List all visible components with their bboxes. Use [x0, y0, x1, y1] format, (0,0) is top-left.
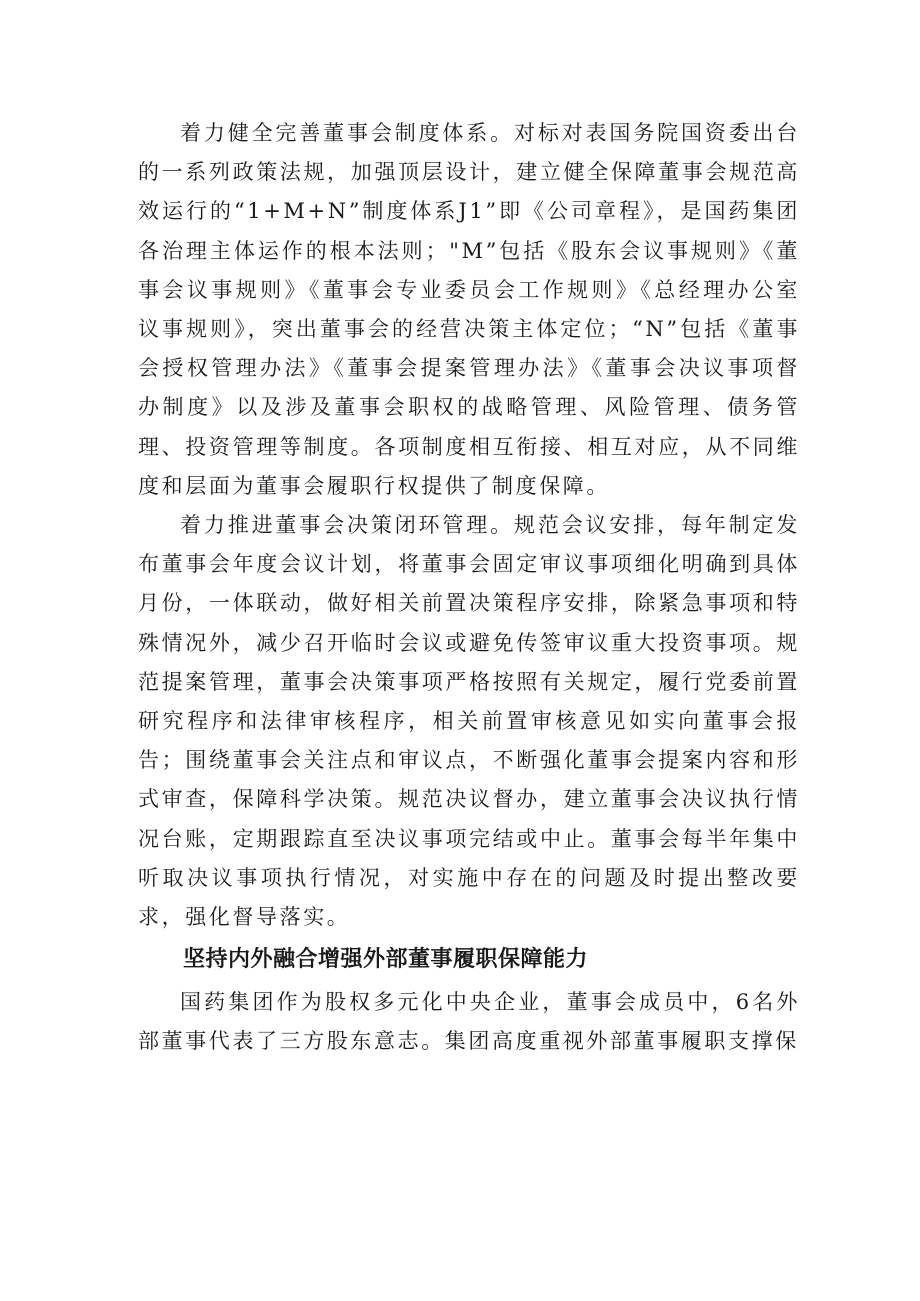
paragraph-decision-loop: 着力推进董事会决策闭环管理。规范会议安排，每年制定发布董事会年度会议计划，将董事会固定审议事项细化明确到具体月份，一体联动，做好相关前置决策程序安排，除紧急事项和特殊情况外，减少召开临时会议或避免传签审议重大投资事项。规范提案管理，董事会决策事项严格按照有关规定，履行党委前置研究程序和法律审核程序，相关前置审核意见如实向董事会报告；围绕董事会关注点和审议点，不断强化董事会提案内容和形式审查，保障科学决策。规范决议督办，建立董事会决议执行情况台账，定期跟踪直至决议事项完结或中止。董事会每半年集中听取决议事项执行情况，对实施中存在的问题及时提出整改要求，强化督导落实。 — [138, 513, 800, 930]
section-heading: 坚持内外融合增强外部董事履职保障能力 — [183, 947, 589, 973]
document-body — [138, 114, 800, 1062]
paragraph-board-system: 着力健全完善董事会制度体系。对标对表国务院国资委出台的一系列政策法规，加强顶层设计，建立健全保障董事会规范高效运行的“1+M+N”制度体系J1”即《公司章程》，是国药集团各治理主体运作的根本法则；"M”包括《股东会议事规则》《董事会议事规则》《董事会专业委员会工作规则》《总经理办公室议事规则》，突出董事会的经营决策主体定位；“N”包括《董事会授权管理办法》《董事会提案管理办法》《董事会决议事项督办制度》以及涉及董事会职权的战略管理、风险管理、债务管理、投资管理等制度。各项制度相互衔接、相互对应，从不同维度和层面为董事会履职行权提供了制度保障。 — [138, 121, 800, 498]
paragraph-external-directors: 国药集团作为股权多元化中央企业，董事会成员中，6名外部董事代表了三方股东意志。集团高度重视外部董事履职支撑保 — [138, 990, 800, 1054]
